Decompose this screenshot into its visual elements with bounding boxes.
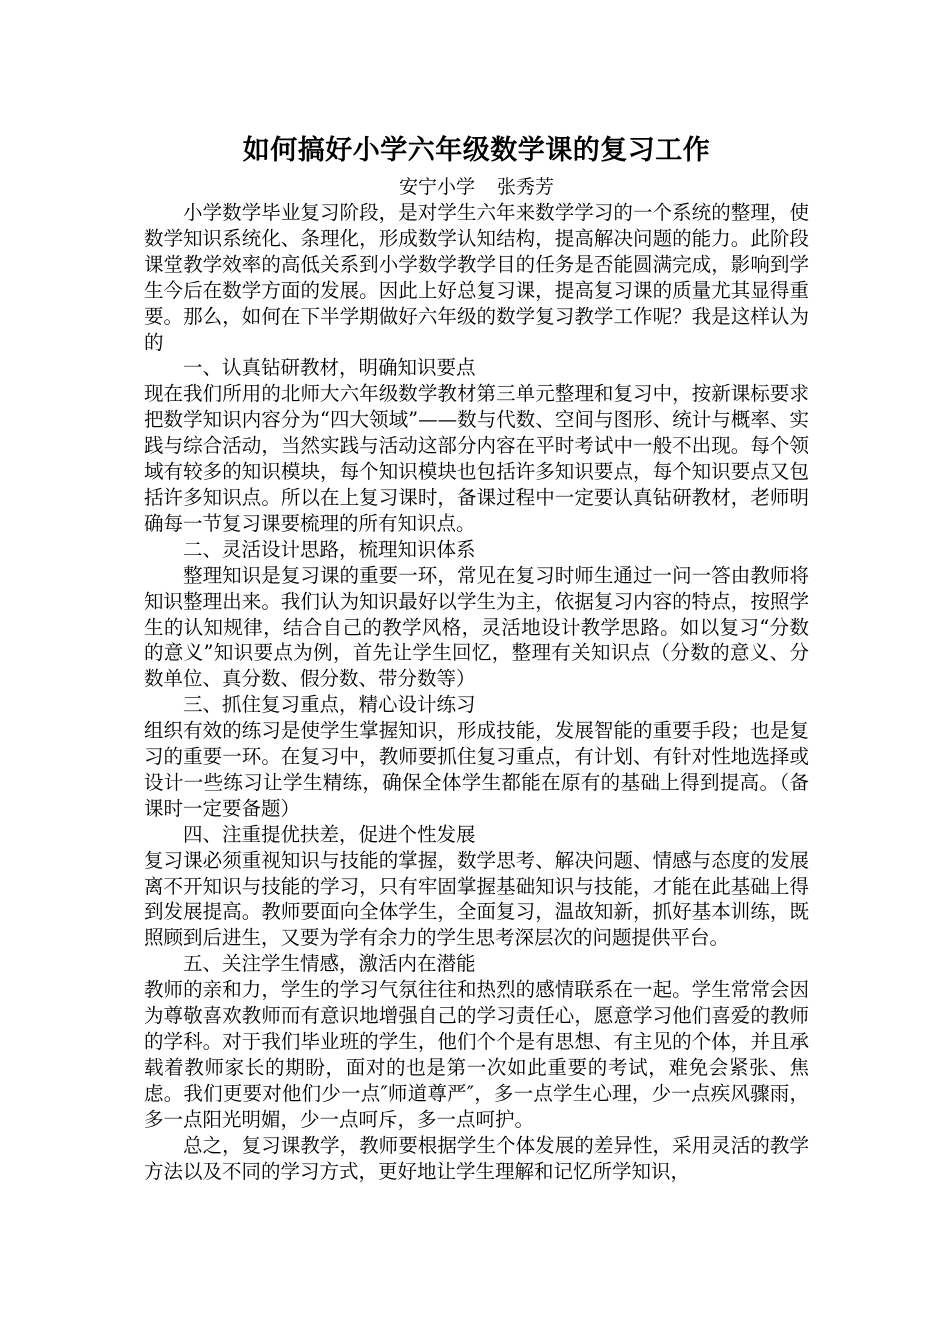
section-heading-4: 四、注重提优扶差，促进个性发展 [183, 822, 476, 846]
section-heading-1: 一、认真钻研教材，明确知识要点 [183, 356, 476, 380]
document-page [144, 130, 809, 1184]
author-name: 张秀芳 [497, 176, 555, 198]
section-body-3: 组织有效的练习是使学生掌握知识，形成技能，发展智能的重要手段；也是复习的重要一环。在复习中，教师要抓住复习重点，有计划、有针对性地选择或设计一些练习让学生精练，确保全体学生都能在原有的基础上得到提高。（备课时一定要备题） [144, 719, 809, 820]
section-body-5: 教师的亲和力，学生的学习气氛往往和热烈的感情联系在一起。学生常常会因为尊敬喜欢教师而有意识地增强自己的学习责任心，愿意学习他们喜爱的教师的学科。对于我们毕业班的学生，他们个个是有思想、有主见的个体，并且承载着教师家长的期盼，面对的也是第一次如此重要的考试，难免会紧张、焦虑。我们更要对他们少一点″师道尊严″，多一点学生心理，少一点疾风骤雨，多一点阳光明媚，少一点呵斥，多一点呵护。 [144, 978, 809, 1131]
section-body-2: 整理知识是复习课的重要一环，常见在复习时师生通过一问一答由教师将知识整理出来。我们认为知识最好以学生为主，依据复习内容的特点，按照学生的认知规律，结合自己的教学风格，灵活地设计教学思路。如以复习“分数的意义”知识要点为例，首先让学生回忆，整理有关知识点（分数的意义、分数单位、真分数、假分数、带分数等） [144, 563, 809, 691]
section-heading-2: 二、灵活设计思路，梳理知识体系 [183, 537, 476, 561]
school-name: 安宁小学 [398, 176, 475, 198]
section-body-1: 现在我们所用的北师大六年级数学教材第三单元整理和复习中，按新课标要求把数学知识内容分为“四大领域”——数与代数、空间与图形、统计与概率、实践与综合活动，当然实践与活动这部分内容在平时考试中一般不出现。每个领域有较多的知识模块，每个知识模块也包括许多知识要点，每个知识要点又包括许多知识点。所以在上复习课时，备课过程中一定要认真钻研教材，老师明确每一节复习课要梳理的所有知识点。 [144, 382, 809, 535]
section-body-4: 复习课必须重视知识与技能的掌握，数学思考、解决问题、情感与态度的发展离不开知识与技能的学习，只有牢固掌握基础知识与技能，才能在此基础上得到发展提高。教师要面向全体学生，全面复习，温故知新，抓好基本训练，既照顾到后进生，又要为学有余力的学生思考深层次的问题提供平台。 [144, 848, 809, 950]
document-title: 如何搞好小学六年级数学课的复习工作 [242, 135, 711, 166]
author-line [144, 174, 809, 200]
section-heading-5: 五、关注学生情感，激活内在潜能 [183, 952, 476, 976]
conclusion-paragraph: 总之，复习课教学，教师要根据学生个体发展的差异性，采用灵活的教学方法以及不同的学习方式，更好地让学生理解和记忆所学知识， [144, 1133, 809, 1183]
section-heading-3: 三、抓住复习重点，精心设计练习 [183, 693, 476, 717]
intro-paragraph: 小学数学毕业复习阶段，是对学生六年来数学学习的一个系统的整理，使数学知识系统化、条理化，形成数学认知结构，提高解决问题的能力。此阶段课堂教学效率的高低关系到小学数学教学目的任务是否能圆满完成，影响到学生今后在数学方面的发展。因此上好总复习课，提高复习课的质量尤其显得重要。那么，如何在下半学期做好六年级的数学复习教学工作呢？我是这样认为的 [144, 201, 809, 354]
